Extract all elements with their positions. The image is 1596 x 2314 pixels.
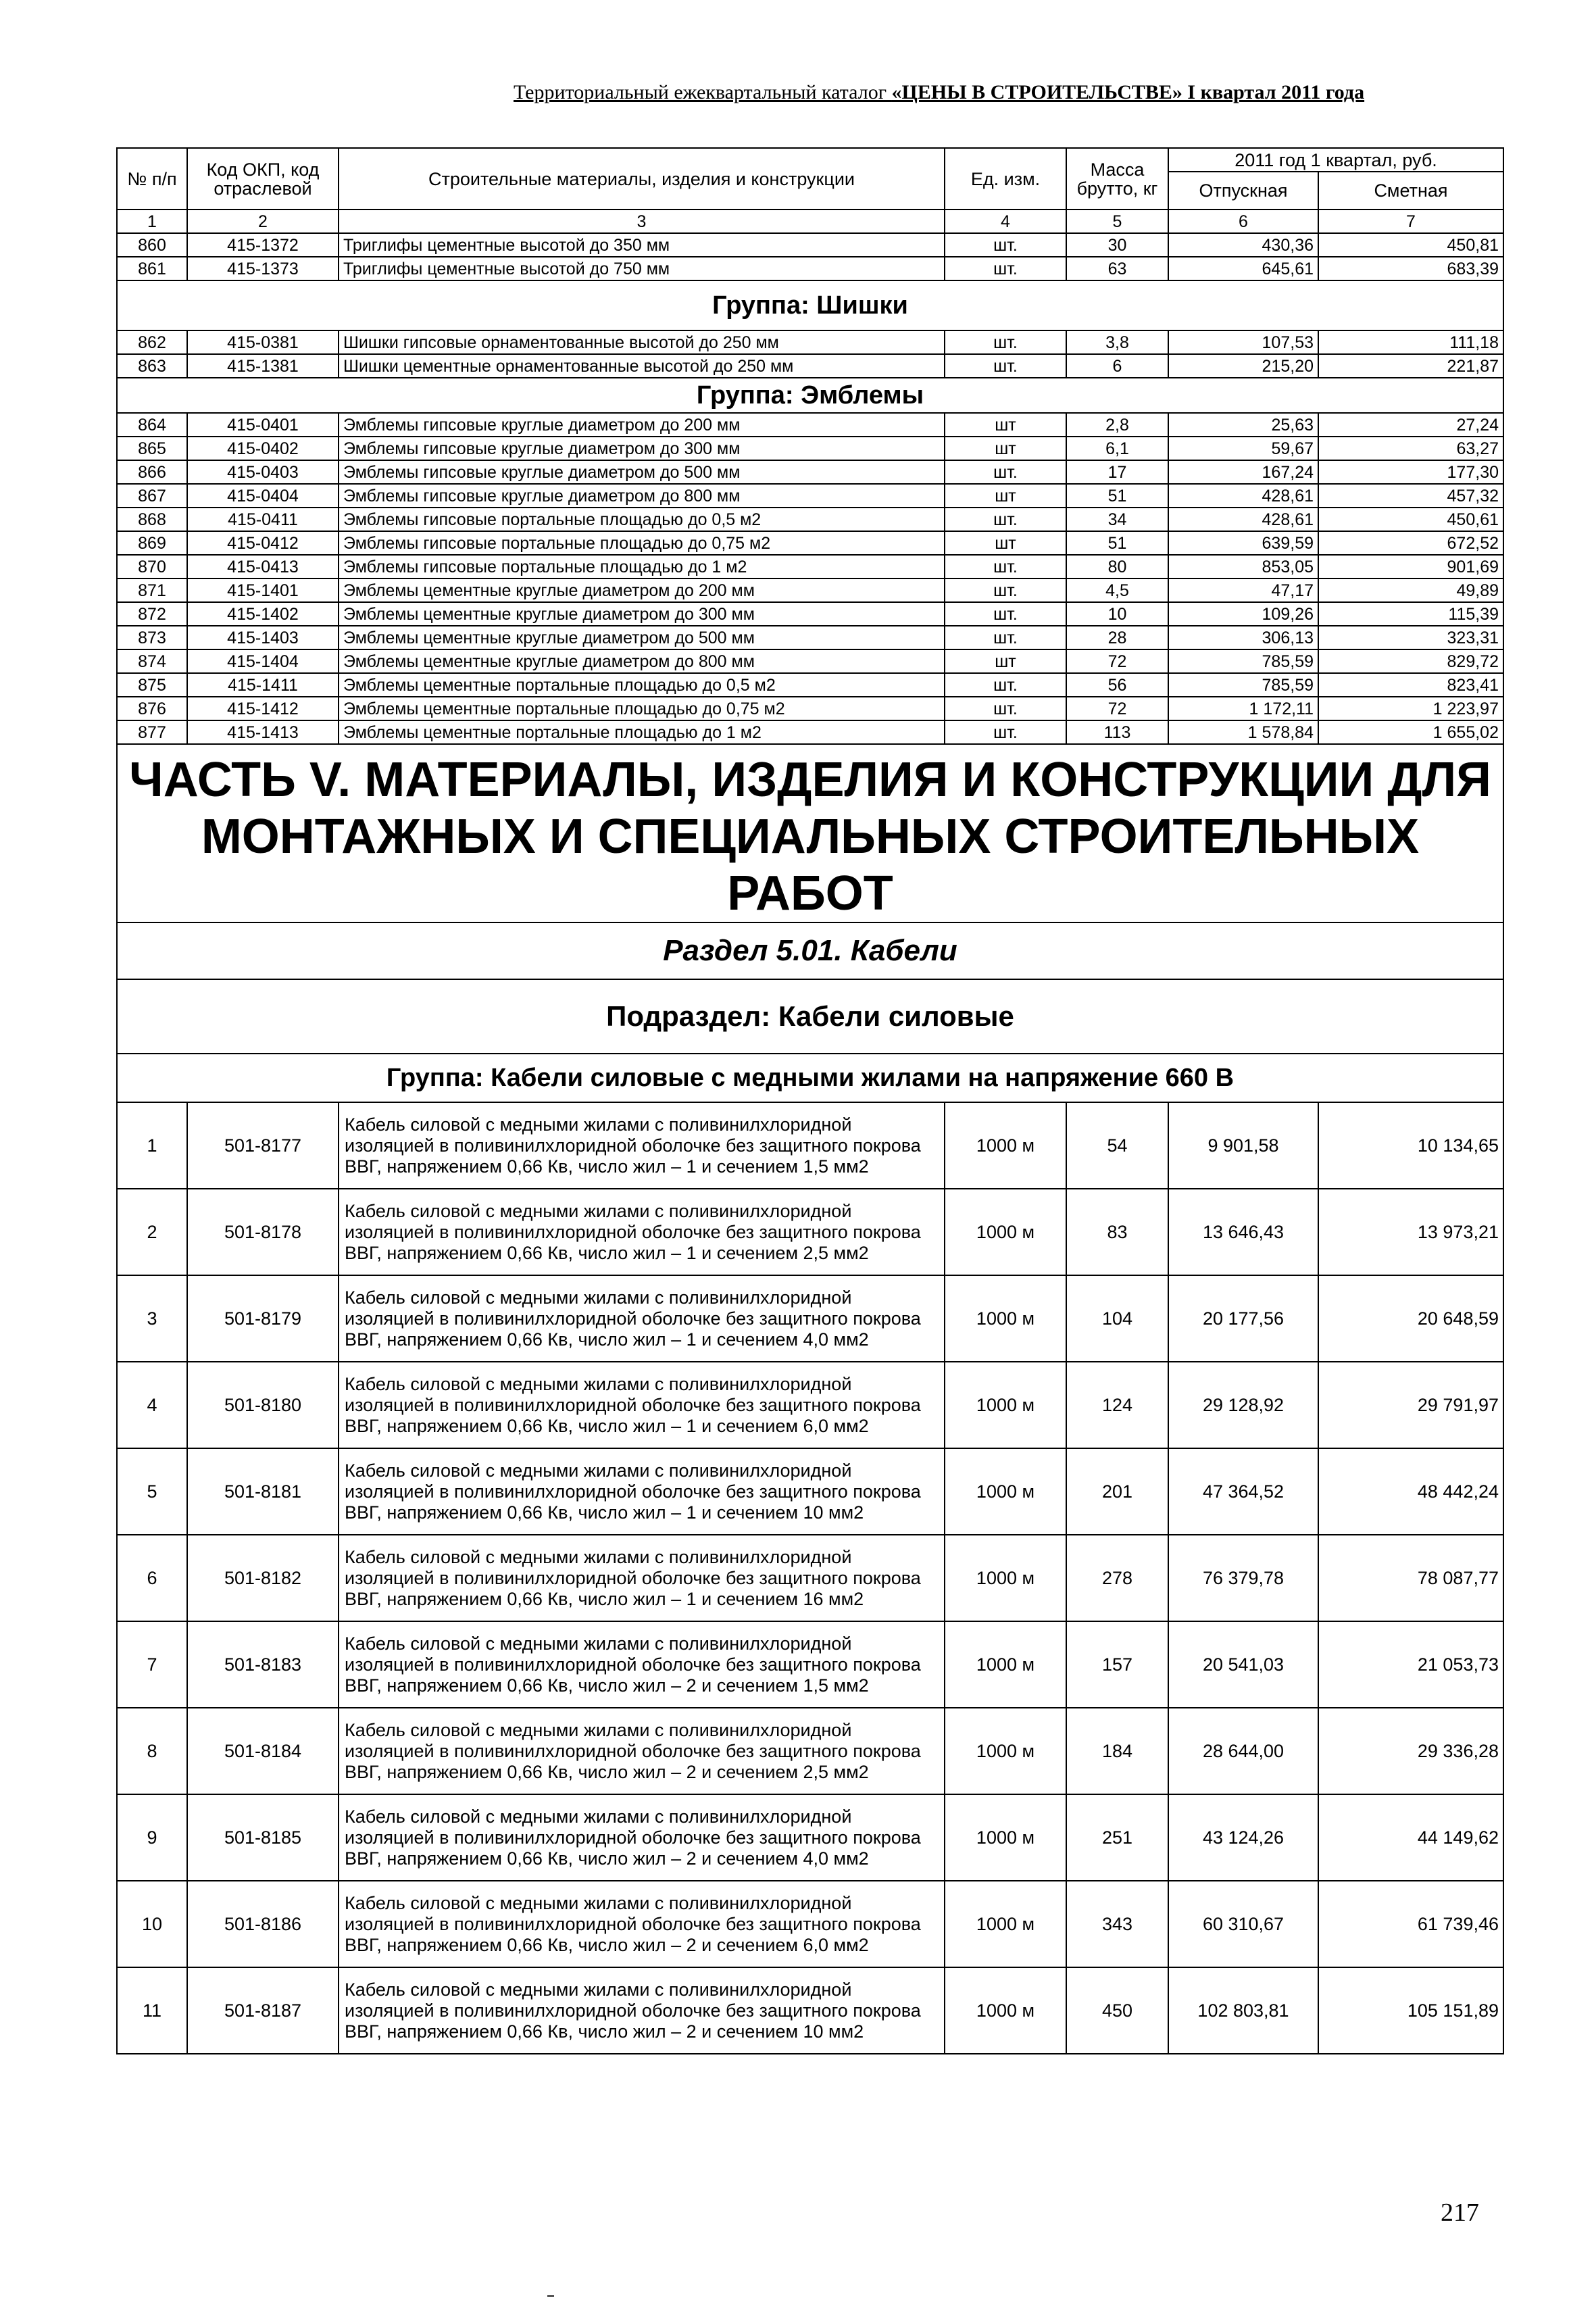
podrazdel-title: Подраздел: Кабели силовые <box>117 979 1503 1054</box>
row-price-otp: 107,53 <box>1168 330 1318 354</box>
row-name: Эмблемы гипсовые портальные площадью до 1 м2 <box>339 555 945 578</box>
row-price-otp: 20 541,03 <box>1168 1621 1318 1708</box>
rows-shishki <box>117 330 1503 378</box>
row-price-otp: 167,24 <box>1168 460 1318 484</box>
row-code: 415-1373 <box>187 257 339 280</box>
row-code: 501-8178 <box>187 1189 339 1275</box>
row-price-smet: 27,24 <box>1318 413 1503 437</box>
row-price-smet: 63,27 <box>1318 437 1503 460</box>
table-row <box>117 437 1503 460</box>
row-price-otp: 785,59 <box>1168 673 1318 697</box>
row-code: 501-8182 <box>187 1535 339 1621</box>
row-num: 877 <box>117 720 187 744</box>
index-cell: 3 <box>339 210 945 233</box>
row-price-smet: 10 134,65 <box>1318 1102 1503 1189</box>
row-price-smet: 823,41 <box>1318 673 1503 697</box>
row-name: Эмблемы цементные круглые диаметром до 300 мм <box>339 602 945 626</box>
index-cell: 7 <box>1318 210 1503 233</box>
row-price-smet: 450,81 <box>1318 233 1503 257</box>
row-code: 415-0412 <box>187 531 339 555</box>
row-name: Кабель силовой с медными жилами с поливинилхлоридной изоляцией в поливинилхлоридной оболочке без защитного покрова ВВГ, напряжением 0,66 Кв, число жил – 2 и сечением 2,5 мм2 <box>339 1708 945 1794</box>
row-num: 9 <box>117 1794 187 1881</box>
row-code: 415-0401 <box>187 413 339 437</box>
row-num: 860 <box>117 233 187 257</box>
row-price-otp: 47,17 <box>1168 578 1318 602</box>
row-code: 415-0404 <box>187 484 339 508</box>
row-price-smet: 1 655,02 <box>1318 720 1503 744</box>
row-price-smet: 13 973,21 <box>1318 1189 1503 1275</box>
row-unit: 1000 м <box>945 1362 1066 1448</box>
row-code: 415-1381 <box>187 354 339 378</box>
row-mass: 63 <box>1066 257 1168 280</box>
row-unit: шт. <box>945 602 1066 626</box>
row-unit: 1000 м <box>945 1881 1066 1967</box>
row-unit: шт. <box>945 354 1066 378</box>
row-num: 2 <box>117 1189 187 1275</box>
row-price-otp: 645,61 <box>1168 257 1318 280</box>
table-row <box>117 1102 1503 1189</box>
row-price-otp: 59,67 <box>1168 437 1318 460</box>
row-num: 873 <box>117 626 187 649</box>
row-mass: 201 <box>1066 1448 1168 1535</box>
row-mass: 30 <box>1066 233 1168 257</box>
row-num: 862 <box>117 330 187 354</box>
table-row <box>117 673 1503 697</box>
row-unit: 1000 м <box>945 1708 1066 1794</box>
row-unit: 1000 м <box>945 1448 1066 1535</box>
page-number: 217 <box>1441 2198 1479 2227</box>
row-unit: шт <box>945 437 1066 460</box>
row-unit: шт <box>945 649 1066 673</box>
rows-triglify <box>117 233 1503 280</box>
table-row <box>117 1881 1503 1967</box>
table-row <box>117 555 1503 578</box>
row-unit: 1000 м <box>945 1275 1066 1362</box>
row-num: 875 <box>117 673 187 697</box>
table-row <box>117 1967 1503 2054</box>
row-code: 415-1411 <box>187 673 339 697</box>
row-name: Кабель силовой с медными жилами с поливинилхлоридной изоляцией в поливинилхлоридной оболочке без защитного покрова ВВГ, напряжением 0,66 Кв, число жил – 2 и сечением 1,5 мм2 <box>339 1621 945 1708</box>
part-title-line-2: МОНТАЖНЫХ И СПЕЦИАЛЬНЫХ СТРОИТЕЛЬНЫХ РАБОТ <box>201 810 1420 920</box>
row-price-otp: 430,36 <box>1168 233 1318 257</box>
row-price-otp: 785,59 <box>1168 649 1318 673</box>
row-name: Шишки цементные орнаментованные высотой до 250 мм <box>339 354 945 378</box>
row-name: Эмблемы гипсовые круглые диаметром до 800 мм <box>339 484 945 508</box>
row-num: 864 <box>117 413 187 437</box>
row-price-smet: 457,32 <box>1318 484 1503 508</box>
table-row <box>117 1448 1503 1535</box>
row-price-smet: 49,89 <box>1318 578 1503 602</box>
row-num: 7 <box>117 1621 187 1708</box>
row-mass: 184 <box>1066 1708 1168 1794</box>
row-mass: 51 <box>1066 531 1168 555</box>
row-unit: шт. <box>945 697 1066 720</box>
row-price-otp: 109,26 <box>1168 602 1318 626</box>
row-price-otp: 25,63 <box>1168 413 1318 437</box>
row-mass: 450 <box>1066 1967 1168 2054</box>
row-price-otp: 13 646,43 <box>1168 1189 1318 1275</box>
row-price-smet: 323,31 <box>1318 626 1503 649</box>
row-code: 501-8184 <box>187 1708 339 1794</box>
index-cell: 5 <box>1066 210 1168 233</box>
table-row <box>117 460 1503 484</box>
part-title <box>117 744 1503 922</box>
row-num: 5 <box>117 1448 187 1535</box>
row-unit: шт. <box>945 257 1066 280</box>
header-title: «ЦЕНЫ В СТРОИТЕЛЬСТВЕ» I квартал 2011 года <box>891 81 1365 103</box>
running-header <box>514 81 1487 104</box>
row-code: 501-8183 <box>187 1621 339 1708</box>
row-price-otp: 428,61 <box>1168 508 1318 531</box>
row-unit: шт <box>945 413 1066 437</box>
part-title-line-1: ЧАСТЬ V. МАТЕРИАЛЫ, ИЗДЕЛИЯ И КОНСТРУКЦИИ ДЛЯ <box>129 753 1491 807</box>
index-row <box>117 210 1503 233</box>
row-name: Кабель силовой с медными жилами с поливинилхлоридной изоляцией в поливинилхлоридной оболочке без защитного покрова ВВГ, напряжением 0,66 Кв, число жил – 1 и сечением 10 мм2 <box>339 1448 945 1535</box>
row-unit: шт. <box>945 508 1066 531</box>
price-table-top <box>116 147 1504 1103</box>
row-name: Эмблемы гипсовые круглые диаметром до 500 мм <box>339 460 945 484</box>
table-row <box>117 233 1503 257</box>
table-row <box>117 531 1503 555</box>
row-name: Кабель силовой с медными жилами с поливинилхлоридной изоляцией в поливинилхлоридной оболочке без защитного покрова ВВГ, напряжением 0,66 Кв, число жил – 2 и сечением 6,0 мм2 <box>339 1881 945 1967</box>
table-row <box>117 1362 1503 1448</box>
row-mass: 34 <box>1066 508 1168 531</box>
row-price-smet: 111,18 <box>1318 330 1503 354</box>
row-code: 415-1404 <box>187 649 339 673</box>
razdel-title: Раздел 5.01. Кабели <box>117 922 1503 979</box>
col-otp: Отпускная <box>1168 172 1318 210</box>
group-emblemy: Группа: Эмблемы <box>117 378 1503 413</box>
row-num: 10 <box>117 1881 187 1967</box>
row-name: Эмблемы гипсовые круглые диаметром до 200 мм <box>339 413 945 437</box>
row-unit: шт. <box>945 330 1066 354</box>
row-name: Эмблемы цементные портальные площадью до 0,75 м2 <box>339 697 945 720</box>
row-price-smet: 29 336,28 <box>1318 1708 1503 1794</box>
row-code: 415-0411 <box>187 508 339 531</box>
row-mass: 72 <box>1066 697 1168 720</box>
row-mass: 51 <box>1066 484 1168 508</box>
row-unit: шт. <box>945 460 1066 484</box>
row-num: 1 <box>117 1102 187 1189</box>
table-row <box>117 720 1503 744</box>
row-mass: 104 <box>1066 1275 1168 1362</box>
table-row <box>117 602 1503 626</box>
row-price-smet: 672,52 <box>1318 531 1503 555</box>
row-unit: 1000 м <box>945 1102 1066 1189</box>
row-num: 869 <box>117 531 187 555</box>
row-price-smet: 78 087,77 <box>1318 1535 1503 1621</box>
row-unit: шт. <box>945 233 1066 257</box>
row-mass: 251 <box>1066 1794 1168 1881</box>
row-price-smet: 450,61 <box>1318 508 1503 531</box>
row-name: Эмблемы цементные круглые диаметром до 800 мм <box>339 649 945 673</box>
row-unit: шт. <box>945 555 1066 578</box>
row-price-otp: 428,61 <box>1168 484 1318 508</box>
row-num: 872 <box>117 602 187 626</box>
row-name: Кабель силовой с медными жилами с поливинилхлоридной изоляцией в поливинилхлоридной оболочке без защитного покрова ВВГ, напряжением 0,66 Кв, число жил – 1 и сечением 2,5 мм2 <box>339 1189 945 1275</box>
row-mass: 4,5 <box>1066 578 1168 602</box>
row-price-otp: 20 177,56 <box>1168 1275 1318 1362</box>
row-price-otp: 43 124,26 <box>1168 1794 1318 1881</box>
row-price-otp: 47 364,52 <box>1168 1448 1318 1535</box>
row-num: 863 <box>117 354 187 378</box>
row-name: Триглифы цементные высотой до 750 мм <box>339 257 945 280</box>
cables-table <box>116 1102 1504 2054</box>
group-shishki: Группа: Шишки <box>117 280 1503 330</box>
table-row <box>117 626 1503 649</box>
row-code: 501-8181 <box>187 1448 339 1535</box>
table-row <box>117 697 1503 720</box>
row-num: 871 <box>117 578 187 602</box>
row-mass: 54 <box>1066 1102 1168 1189</box>
row-code: 415-1412 <box>187 697 339 720</box>
row-unit: шт <box>945 484 1066 508</box>
row-code: 415-1401 <box>187 578 339 602</box>
row-name: Эмблемы цементные круглые диаметром до 200 мм <box>339 578 945 602</box>
row-name: Кабель силовой с медными жилами с поливинилхлоридной изоляцией в поливинилхлоридной оболочке без защитного покрова ВВГ, напряжением 0,66 Кв, число жил – 2 и сечением 4,0 мм2 <box>339 1794 945 1881</box>
row-price-smet: 177,30 <box>1318 460 1503 484</box>
row-mass: 2,8 <box>1066 413 1168 437</box>
row-unit: шт. <box>945 626 1066 649</box>
table-row <box>117 354 1503 378</box>
row-price-smet: 105 151,89 <box>1318 1967 1503 2054</box>
row-code: 415-1413 <box>187 720 339 744</box>
row-price-otp: 29 128,92 <box>1168 1362 1318 1448</box>
row-num: 3 <box>117 1275 187 1362</box>
row-code: 501-8186 <box>187 1881 339 1967</box>
row-code: 501-8177 <box>187 1102 339 1189</box>
col-code: Код ОКП, код отраслевой <box>187 148 339 210</box>
row-num: 866 <box>117 460 187 484</box>
row-name: Эмблемы гипсовые круглые диаметром до 300 мм <box>339 437 945 460</box>
row-num: 11 <box>117 1967 187 2054</box>
row-name: Триглифы цементные высотой до 350 мм <box>339 233 945 257</box>
row-code: 415-1402 <box>187 602 339 626</box>
row-mass: 278 <box>1066 1535 1168 1621</box>
col-smet: Сметная <box>1318 172 1503 210</box>
row-price-otp: 28 644,00 <box>1168 1708 1318 1794</box>
row-price-smet: 44 149,62 <box>1318 1794 1503 1881</box>
row-code: 501-8185 <box>187 1794 339 1881</box>
row-mass: 3,8 <box>1066 330 1168 354</box>
row-price-smet: 221,87 <box>1318 354 1503 378</box>
row-price-smet: 20 648,59 <box>1318 1275 1503 1362</box>
row-code: 501-8187 <box>187 1967 339 2054</box>
row-name: Кабель силовой с медными жилами с поливинилхлоридной изоляцией в поливинилхлоридной оболочке без защитного покрова ВВГ, напряжением 0,66 Кв, число жил – 2 и сечением 10 мм2 <box>339 1967 945 2054</box>
row-price-smet: 1 223,97 <box>1318 697 1503 720</box>
row-unit: шт <box>945 531 1066 555</box>
row-num: 8 <box>117 1708 187 1794</box>
group-cables: Группа: Кабели силовые с медными жилами на напряжение 660 В <box>117 1054 1503 1102</box>
row-name: Эмблемы цементные круглые диаметром до 500 мм <box>339 626 945 649</box>
table-row <box>117 330 1503 354</box>
row-price-otp: 60 310,67 <box>1168 1881 1318 1967</box>
row-unit: 1000 м <box>945 1189 1066 1275</box>
row-mass: 10 <box>1066 602 1168 626</box>
row-price-smet: 21 053,73 <box>1318 1621 1503 1708</box>
row-name: Кабель силовой с медными жилами с поливинилхлоридной изоляцией в поливинилхлоридной оболочке без защитного покрова ВВГ, напряжением 0,66 Кв, число жил – 1 и сечением 16 мм2 <box>339 1535 945 1621</box>
row-mass: 124 <box>1066 1362 1168 1448</box>
row-price-otp: 1 172,11 <box>1168 697 1318 720</box>
row-num: 874 <box>117 649 187 673</box>
table-row <box>117 1794 1503 1881</box>
row-code: 501-8179 <box>187 1275 339 1362</box>
rows-emblemy <box>117 413 1503 744</box>
row-price-smet: 901,69 <box>1318 555 1503 578</box>
row-code: 415-1372 <box>187 233 339 257</box>
row-name: Эмблемы гипсовые портальные площадью до 0,5 м2 <box>339 508 945 531</box>
row-price-smet: 829,72 <box>1318 649 1503 673</box>
row-mass: 83 <box>1066 1189 1168 1275</box>
row-code: 415-0402 <box>187 437 339 460</box>
table-row <box>117 1535 1503 1621</box>
row-price-otp: 102 803,81 <box>1168 1967 1318 2054</box>
col-mass: Масса брутто, кг <box>1066 148 1168 210</box>
row-mass: 56 <box>1066 673 1168 697</box>
row-name: Кабель силовой с медными жилами с поливинилхлоридной изоляцией в поливинилхлоридной оболочке без защитного покрова ВВГ, напряжением 0,66 Кв, число жил – 1 и сечением 4,0 мм2 <box>339 1275 945 1362</box>
row-unit: 1000 м <box>945 1794 1066 1881</box>
table-row <box>117 578 1503 602</box>
col-num: № п/п <box>117 148 187 210</box>
header-prefix: Территориальный ежеквартальный каталог <box>514 81 892 103</box>
row-num: 4 <box>117 1362 187 1448</box>
row-price-otp: 76 379,78 <box>1168 1535 1318 1621</box>
row-unit: шт. <box>945 673 1066 697</box>
row-name: Эмблемы гипсовые портальные площадью до 0,75 м2 <box>339 531 945 555</box>
row-mass: 6,1 <box>1066 437 1168 460</box>
index-cell: 4 <box>945 210 1066 233</box>
table-row <box>117 649 1503 673</box>
row-name: Эмблемы цементные портальные площадью до 1 м2 <box>339 720 945 744</box>
row-mass: 17 <box>1066 460 1168 484</box>
row-price-otp: 1 578,84 <box>1168 720 1318 744</box>
row-price-otp: 9 901,58 <box>1168 1102 1318 1189</box>
table-row <box>117 257 1503 280</box>
row-code: 415-0403 <box>187 460 339 484</box>
row-price-otp: 639,59 <box>1168 531 1318 555</box>
row-price-otp: 306,13 <box>1168 626 1318 649</box>
row-mass: 113 <box>1066 720 1168 744</box>
table-row <box>117 1708 1503 1794</box>
row-unit: 1000 м <box>945 1535 1066 1621</box>
row-mass: 72 <box>1066 649 1168 673</box>
row-mass: 28 <box>1066 626 1168 649</box>
col-name: Строительные материалы, изделия и конструкции <box>339 148 945 210</box>
row-unit: шт. <box>945 720 1066 744</box>
table-row <box>117 508 1503 531</box>
table-row <box>117 484 1503 508</box>
table-row <box>117 1621 1503 1708</box>
row-unit: 1000 м <box>945 1967 1066 2054</box>
index-cell: 6 <box>1168 210 1318 233</box>
table-row <box>117 1275 1503 1362</box>
table-row <box>117 413 1503 437</box>
row-num: 876 <box>117 697 187 720</box>
row-name: Шишки гипсовые орнаментованные высотой до 250 мм <box>339 330 945 354</box>
row-mass: 343 <box>1066 1881 1168 1967</box>
row-name: Эмблемы цементные портальные площадью до 0,5 м2 <box>339 673 945 697</box>
index-cell: 1 <box>117 210 187 233</box>
row-mass: 6 <box>1066 354 1168 378</box>
row-unit: шт. <box>945 578 1066 602</box>
row-code: 415-0413 <box>187 555 339 578</box>
row-price-otp: 215,20 <box>1168 354 1318 378</box>
catalog-page <box>116 147 1503 2054</box>
rows-cables <box>117 1102 1503 2054</box>
row-price-smet: 61 739,46 <box>1318 1881 1503 1967</box>
row-num: 868 <box>117 508 187 531</box>
row-mass: 80 <box>1066 555 1168 578</box>
row-price-otp: 853,05 <box>1168 555 1318 578</box>
row-num: 861 <box>117 257 187 280</box>
row-num: 867 <box>117 484 187 508</box>
row-num: 6 <box>117 1535 187 1621</box>
row-price-smet: 683,39 <box>1318 257 1503 280</box>
col-price-group: 2011 год 1 квартал, руб. <box>1168 148 1503 172</box>
row-code: 415-1403 <box>187 626 339 649</box>
row-code: 415-0381 <box>187 330 339 354</box>
table-row <box>117 1189 1503 1275</box>
row-mass: 157 <box>1066 1621 1168 1708</box>
row-unit: 1000 м <box>945 1621 1066 1708</box>
row-name: Кабель силовой с медными жилами с поливинилхлоридной изоляцией в поливинилхлоридной оболочке без защитного покрова ВВГ, напряжением 0,66 Кв, число жил – 1 и сечением 1,5 мм2 <box>339 1102 945 1189</box>
row-price-smet: 115,39 <box>1318 602 1503 626</box>
index-cell: 2 <box>187 210 339 233</box>
row-name: Кабель силовой с медными жилами с поливинилхлоридной изоляцией в поливинилхлоридной оболочке без защитного покрова ВВГ, напряжением 0,66 Кв, число жил – 1 и сечением 6,0 мм2 <box>339 1362 945 1448</box>
row-price-smet: 48 442,24 <box>1318 1448 1503 1535</box>
row-price-smet: 29 791,97 <box>1318 1362 1503 1448</box>
row-code: 501-8180 <box>187 1362 339 1448</box>
row-num: 865 <box>117 437 187 460</box>
col-unit: Ед. изм. <box>945 148 1066 210</box>
row-num: 870 <box>117 555 187 578</box>
scan-speck <box>547 2295 554 2297</box>
